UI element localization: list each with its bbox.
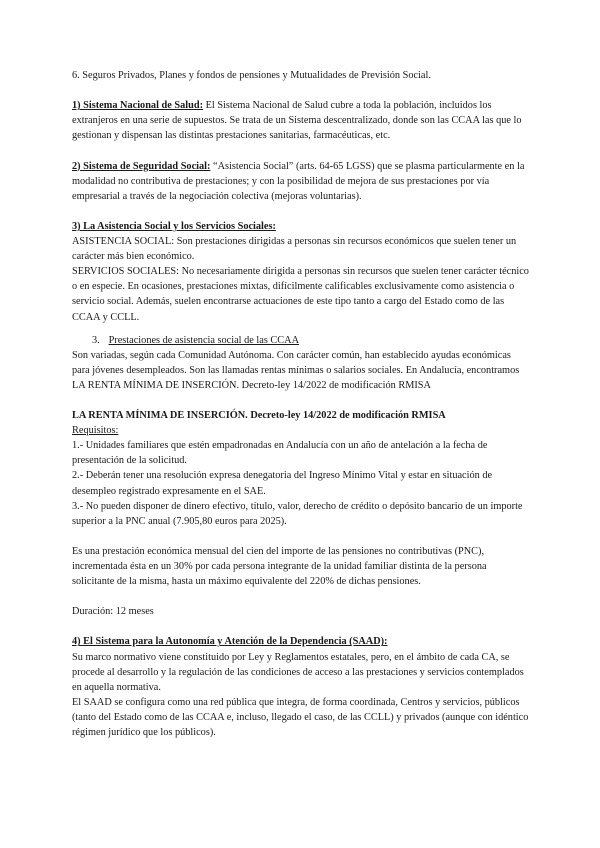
asistencia-social-paragraph: ASISTENCIA SOCIAL: Son prestaciones dirigidas a personas sin recursos económicos que suelen tener un carácter más bien económico.: [72, 236, 517, 263]
renta-duration: Duración: 12 meses: [72, 606, 154, 618]
subsection-ccaa-paragraph: Son variadas, según cada Comunidad Autónoma. Con carácter común, han establecido ayudas económicas para jóvenes desempleados. Son las llamadas rentas mínimas o salarios sociales. En Andalucía, encontramos LA RENTA MÍNIMA DE INSERCIÓN. Decreto-ley 14/2022 de modificación RMISA: [72, 349, 520, 391]
requisitos-label: Requisitos:: [72, 425, 119, 437]
requisito-3: 3.- No pueden disponer de dinero efectivo, título, valor, derecho de crédito o depósito bancario de un importe superior a la PNC anual (7.905,80 euros para 2025).: [72, 500, 523, 527]
section-3-title: 3) La Asistencia Social y los Servicios Sociales:: [72, 220, 276, 232]
requisito-1: 1.- Unidades familiares que estén empadronadas en Andalucía con un año de antelación a la fecha de presentación de la solicitud.: [72, 440, 488, 467]
intro-line: 6. Seguros Privados, Planes y fondos de pensiones y Mutualidades de Previsión Social.: [72, 70, 431, 81]
section-4-paragraph-2: El SAAD se configura como una red pública que integra, de forma coordinada, Centros y servicios, públicos (tanto del Estado como de las CCAA e, incluso, llegado el caso, de las CCLL) y privados (aunque con idéntico régimen jurídico que los públicos).: [72, 696, 529, 739]
section-4-title: 4) El Sistema para la Autonomía y Atención de la Dependencia (SAAD):: [72, 636, 388, 648]
servicios-sociales-paragraph: SERVICIOS SOCIALES: No necesariamente dirigida a personas sin recursos que suelen tener carácter técnico o en especie. En ocasiones, prestaciones mixtas, difícilmente calificables exclusivamente como asistencia o servicio social. Además, suelen encontrarse actuaciones de este tipo tanto a cargo del Estado como de las CCAA y CCLL.: [72, 266, 529, 323]
section-1-title: 1) Sistema Nacional de Salud:: [72, 100, 204, 112]
document-page: [72, 68, 530, 740]
section-2-text: “Asistencia Social” (arts. 64-65 LGSS) que se plasma particularmente en la modalidad no contributiva de prestaciones; y con la posibilidad de mejora de sus prestaciones por vía empresarial a través de la negociación colectiva (mejoras voluntarias).: [72, 160, 525, 202]
requisito-2: 2.- Deberán tener una resolución expresa denegatoria del Ingreso Mínimo Vital y estar en situación de desempleo registrado expresamente en el SAE.: [72, 470, 493, 497]
section-1: [72, 98, 530, 143]
subsection-number: 3.: [92, 334, 100, 346]
subsection-title: Prestaciones de asistencia social de las CCAA: [108, 334, 300, 346]
renta-description: Es una prestación económica mensual del cien del importe de las pensiones no contributivas (PNC), incrementada ésta en un 30% por cada persona integrante de la unidad familiar distinta de la persona solicitante de la misma, hasta un máximo equivalente del 220% de dichas pensiones.: [72, 545, 487, 588]
section-2-title: 2) Sistema de Seguridad Social:: [72, 160, 211, 172]
section-4-paragraph-1: Su marco normativo viene constituido por Ley y Reglamentos estatales, pero, en el ámbito de cada CA, se procede al desarrollo y la regulación de las condiciones de acceso a las prestaciones y servicios contemplados en aquella normativa.: [72, 651, 524, 693]
renta-minima-title: LA RENTA MÍNIMA DE INSERCIÓN. Decreto-ley 14/2022 de modificación RMISA: [72, 410, 446, 422]
section-2: [72, 159, 530, 204]
subsection-ccaa-heading: [72, 333, 530, 348]
section-1-text: El Sistema Nacional de Salud cubre a toda la población, incluidos los extranjeros en una serie de supuestos. Se trata de un Sistema descentralizado, donde son las CCAA las que lo gestionan y dispensan las distintas prestaciones sanitarias, farmacéuticas, etc.: [72, 100, 522, 142]
